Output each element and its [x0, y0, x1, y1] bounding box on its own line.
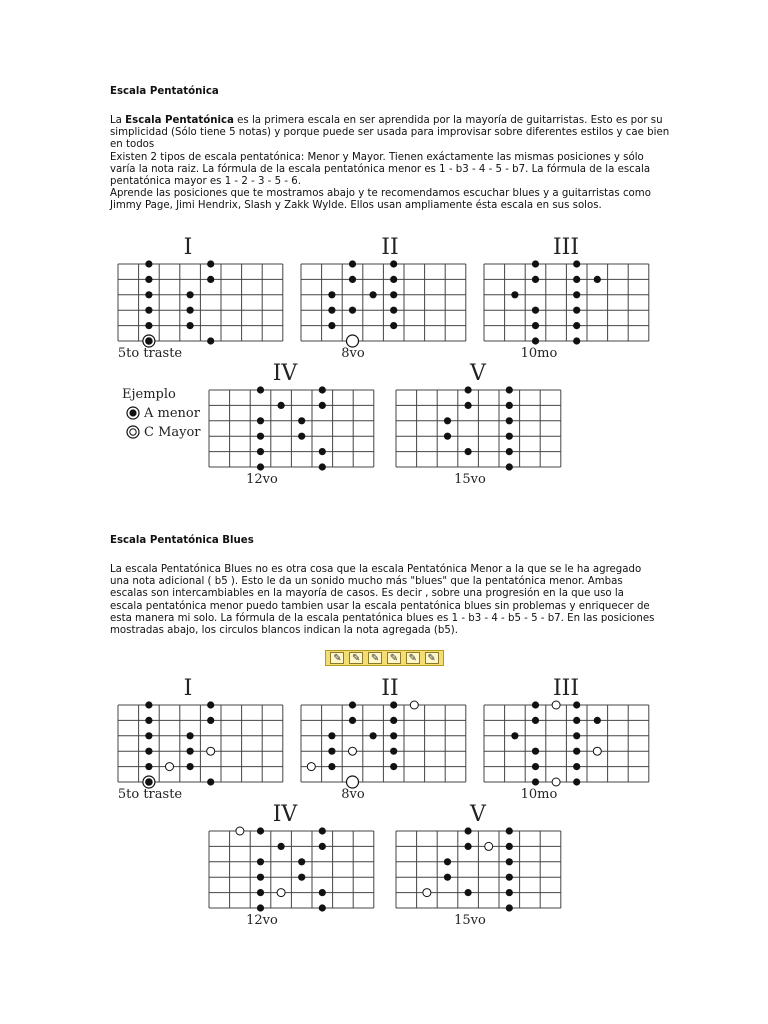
fret-label-15: 15vo	[454, 472, 486, 487]
numeral-iv: IV	[272, 361, 298, 386]
note-dot	[145, 701, 152, 708]
blue-note-dot	[349, 747, 357, 755]
note-dot	[532, 701, 539, 708]
blue-note-dot	[166, 763, 174, 771]
numeral-i: I	[183, 235, 193, 260]
note-dot	[207, 276, 214, 283]
note-dot	[207, 337, 214, 344]
note-dot	[506, 402, 513, 409]
fretboard	[118, 701, 283, 788]
blue-note-dot	[552, 701, 560, 709]
fretboard	[484, 701, 649, 786]
blue-note-dot	[277, 889, 285, 897]
note-dot	[465, 889, 472, 896]
fretboard	[301, 701, 466, 788]
note-dot	[506, 874, 513, 881]
note-dot	[573, 748, 580, 755]
note-dot	[444, 417, 451, 424]
blue-note-dot	[552, 778, 560, 786]
note-dot	[370, 732, 377, 739]
note-dot	[465, 402, 472, 409]
note-dot	[573, 260, 580, 267]
fret-label-10: 10mo	[520, 787, 558, 802]
note-dot	[506, 433, 513, 440]
note-dot	[319, 448, 326, 455]
note-dot	[390, 763, 397, 770]
numeral-v: V	[470, 361, 486, 386]
note-dot	[511, 732, 518, 739]
note-dot	[187, 307, 194, 314]
note-dot	[207, 717, 214, 724]
fret-label-12: 12vo	[246, 913, 278, 928]
note-dot	[319, 889, 326, 896]
blue-note-dot	[236, 827, 244, 835]
numeral-iv: IV	[272, 802, 298, 827]
note-dot	[511, 291, 518, 298]
p1-post: es la primera escala en ser aprendida por la mayoría de guitarristas. Esto es por su simplicidad (Sólo tiene 5 notas) y porque puede ser usada para improvisar sobre diferentes estilos y cae bien en todos	[110, 115, 670, 151]
note-dot	[257, 858, 264, 865]
note-dot	[390, 322, 397, 329]
fret-label-8: 8vo	[341, 787, 365, 802]
numeral-v: V	[470, 802, 486, 827]
note-dot	[465, 827, 472, 834]
tool-icon[interactable]: ✎	[387, 652, 401, 664]
note-dot	[278, 843, 285, 850]
note-dot	[145, 732, 152, 739]
fret-label-8: 8vo	[341, 346, 365, 361]
numeral-iii: III	[552, 235, 580, 260]
note-dot	[390, 732, 397, 739]
fretboard	[209, 827, 374, 912]
note-dot	[370, 291, 377, 298]
section-title-pentatonica: Escala Pentatónica	[110, 86, 219, 97]
legend-c-mayor: C Mayor	[144, 425, 201, 440]
numeral-ii: II	[381, 676, 399, 701]
note-dot	[532, 778, 539, 785]
note-dot	[328, 307, 335, 314]
note-dot	[257, 874, 264, 881]
note-dot	[532, 260, 539, 267]
note-dot	[390, 291, 397, 298]
p1-bold: Escala Pentatónica	[125, 115, 234, 126]
note-dot	[594, 717, 601, 724]
note-dot	[573, 276, 580, 283]
note-dot	[573, 732, 580, 739]
note-dot	[573, 763, 580, 770]
note-dot	[257, 889, 264, 896]
blues-p1: La escala Pentatónica Blues no es otra cosa que la escala Pentatónica Menor a la que se le ha agregado una nota adicional ( b5 ). Esto le da un sonido mucho más "blues" que la pentatónica menor. Ambas escalas son intercambiables en la mayoría de casos. Es decir , sobre una progresión en la que uso la escala pentatónica menor puedo tambien usar la escala pentatónica blues sin problemas y enriquecer de esta manera mi solo. La fórmula de la escala pentatónica blues es 1 - b3 - 4 - b5 - 5 - b7. En las posiciones mostradas abajo, los circulos blancos indican la nota agregada (b5).	[110, 564, 655, 637]
fret-label-5: 5to traste	[117, 787, 183, 802]
note-dot	[187, 291, 194, 298]
fretboard	[396, 827, 561, 911]
note-dot	[187, 748, 194, 755]
note-dot	[145, 322, 152, 329]
fretboard	[396, 386, 561, 470]
p1-pre: La	[110, 115, 126, 126]
note-dot	[257, 386, 264, 393]
note-dot	[349, 260, 356, 267]
note-dot	[328, 748, 335, 755]
note-dot	[298, 417, 305, 424]
tool-icon[interactable]: ✎	[368, 652, 382, 664]
note-dot	[319, 843, 326, 850]
note-dot	[506, 386, 513, 393]
note-dot	[594, 276, 601, 283]
tool-icon[interactable]: ✎	[406, 652, 420, 664]
p3: Aprende las posiciones que te mostramos abajo y te recomendamos escuchar blues y a guitarristas como Jimmy Page, Jimi Hendrix, Slash y Zakk Wylde. Ellos usan ampliamente ésta escala en sus solos.	[110, 188, 651, 212]
legend-open-dot	[130, 429, 136, 435]
note-dot	[328, 763, 335, 770]
note-dot	[145, 717, 152, 724]
fret-label-15: 15vo	[454, 913, 486, 928]
note-dot	[349, 307, 356, 314]
fret-label-12: 12vo	[246, 472, 278, 487]
tool-icon[interactable]: ✎	[330, 652, 344, 664]
note-dot	[390, 748, 397, 755]
note-dot	[573, 701, 580, 708]
note-dot	[532, 717, 539, 724]
root-dot	[145, 337, 153, 345]
note-dot	[319, 827, 326, 834]
fret-label-5: 5to traste	[117, 346, 183, 361]
note-dot	[349, 717, 356, 724]
blue-note-dot	[207, 747, 215, 755]
note-dot	[319, 463, 326, 470]
note-dot	[506, 904, 513, 911]
p2: Existen 2 tipos de escala pentatónica: Menor y Mayor. Tienen exáctamente las mismas posiciones y sólo varía la nota raiz. La fórmula de la escala pentatónica menor es 1 - b3 - 4 - 5 - b7. La fórmula de la escala pentatónica mayor es 1 - 2 - 3 - 5 - 6.	[110, 151, 651, 188]
note-dot	[506, 827, 513, 834]
numeral-ii: II	[381, 235, 399, 260]
note-dot	[298, 858, 305, 865]
tool-icon[interactable]: ✎	[349, 652, 363, 664]
note-dot	[444, 874, 451, 881]
note-dot	[187, 322, 194, 329]
note-dot	[573, 307, 580, 314]
note-dot	[207, 260, 214, 267]
note-dot	[319, 904, 326, 911]
note-dot	[145, 260, 152, 267]
note-dot	[328, 732, 335, 739]
note-dot	[187, 732, 194, 739]
note-dot	[257, 463, 264, 470]
note-dot	[573, 322, 580, 329]
root-dot	[145, 778, 153, 786]
note-dot	[298, 874, 305, 881]
note-dot	[257, 827, 264, 834]
note-dot	[319, 402, 326, 409]
note-dot	[444, 858, 451, 865]
note-dot	[573, 291, 580, 298]
fretboard	[484, 260, 649, 344]
fretboard	[118, 260, 283, 347]
note-dot	[278, 402, 285, 409]
note-dot	[506, 448, 513, 455]
note-dot	[390, 276, 397, 283]
note-dot	[207, 778, 214, 785]
note-dot	[465, 448, 472, 455]
note-dot	[532, 276, 539, 283]
note-dot	[207, 701, 214, 708]
note-dot	[532, 322, 539, 329]
note-dot	[319, 386, 326, 393]
note-dot	[573, 337, 580, 344]
note-dot	[145, 276, 152, 283]
note-dot	[506, 463, 513, 470]
blue-note-dot	[410, 701, 418, 709]
note-dot	[145, 748, 152, 755]
blue-note-dot	[423, 889, 431, 897]
note-dot	[444, 433, 451, 440]
legend-filled-dot	[129, 409, 136, 416]
note-dot	[573, 778, 580, 785]
fret-label-10: 10mo	[520, 346, 558, 361]
legend-a-menor: A menor	[144, 406, 200, 421]
tool-icon[interactable]: ✎	[425, 652, 439, 664]
blue-note-dot	[485, 842, 493, 850]
note-dot	[390, 717, 397, 724]
note-dot	[465, 843, 472, 850]
blue-note-dot	[307, 763, 315, 771]
numeral-i: I	[183, 676, 193, 701]
fretboard	[301, 260, 466, 347]
note-dot	[532, 763, 539, 770]
note-dot	[257, 448, 264, 455]
note-dot	[145, 307, 152, 314]
note-dot	[298, 433, 305, 440]
note-dot	[532, 307, 539, 314]
note-dot	[257, 904, 264, 911]
note-dot	[506, 858, 513, 865]
fretboard	[209, 386, 374, 470]
blue-note-dot	[593, 747, 601, 755]
note-dot	[532, 748, 539, 755]
note-dot	[573, 717, 580, 724]
note-dot	[328, 322, 335, 329]
note-dot	[187, 763, 194, 770]
note-dot	[506, 843, 513, 850]
note-dot	[349, 276, 356, 283]
legend-title: Ejemplo	[122, 387, 176, 402]
note-dot	[532, 337, 539, 344]
note-dot	[145, 763, 152, 770]
note-dot	[390, 701, 397, 708]
note-dot	[465, 386, 472, 393]
note-dot	[506, 889, 513, 896]
note-dot	[390, 307, 397, 314]
note-dot	[257, 433, 264, 440]
note-dot	[390, 260, 397, 267]
note-dot	[328, 291, 335, 298]
note-dot	[145, 291, 152, 298]
note-dot	[349, 701, 356, 708]
note-dot	[257, 417, 264, 424]
note-dot	[506, 417, 513, 424]
section-title-blues: Escala Pentatónica Blues	[110, 535, 254, 546]
numeral-iii: III	[552, 676, 580, 701]
